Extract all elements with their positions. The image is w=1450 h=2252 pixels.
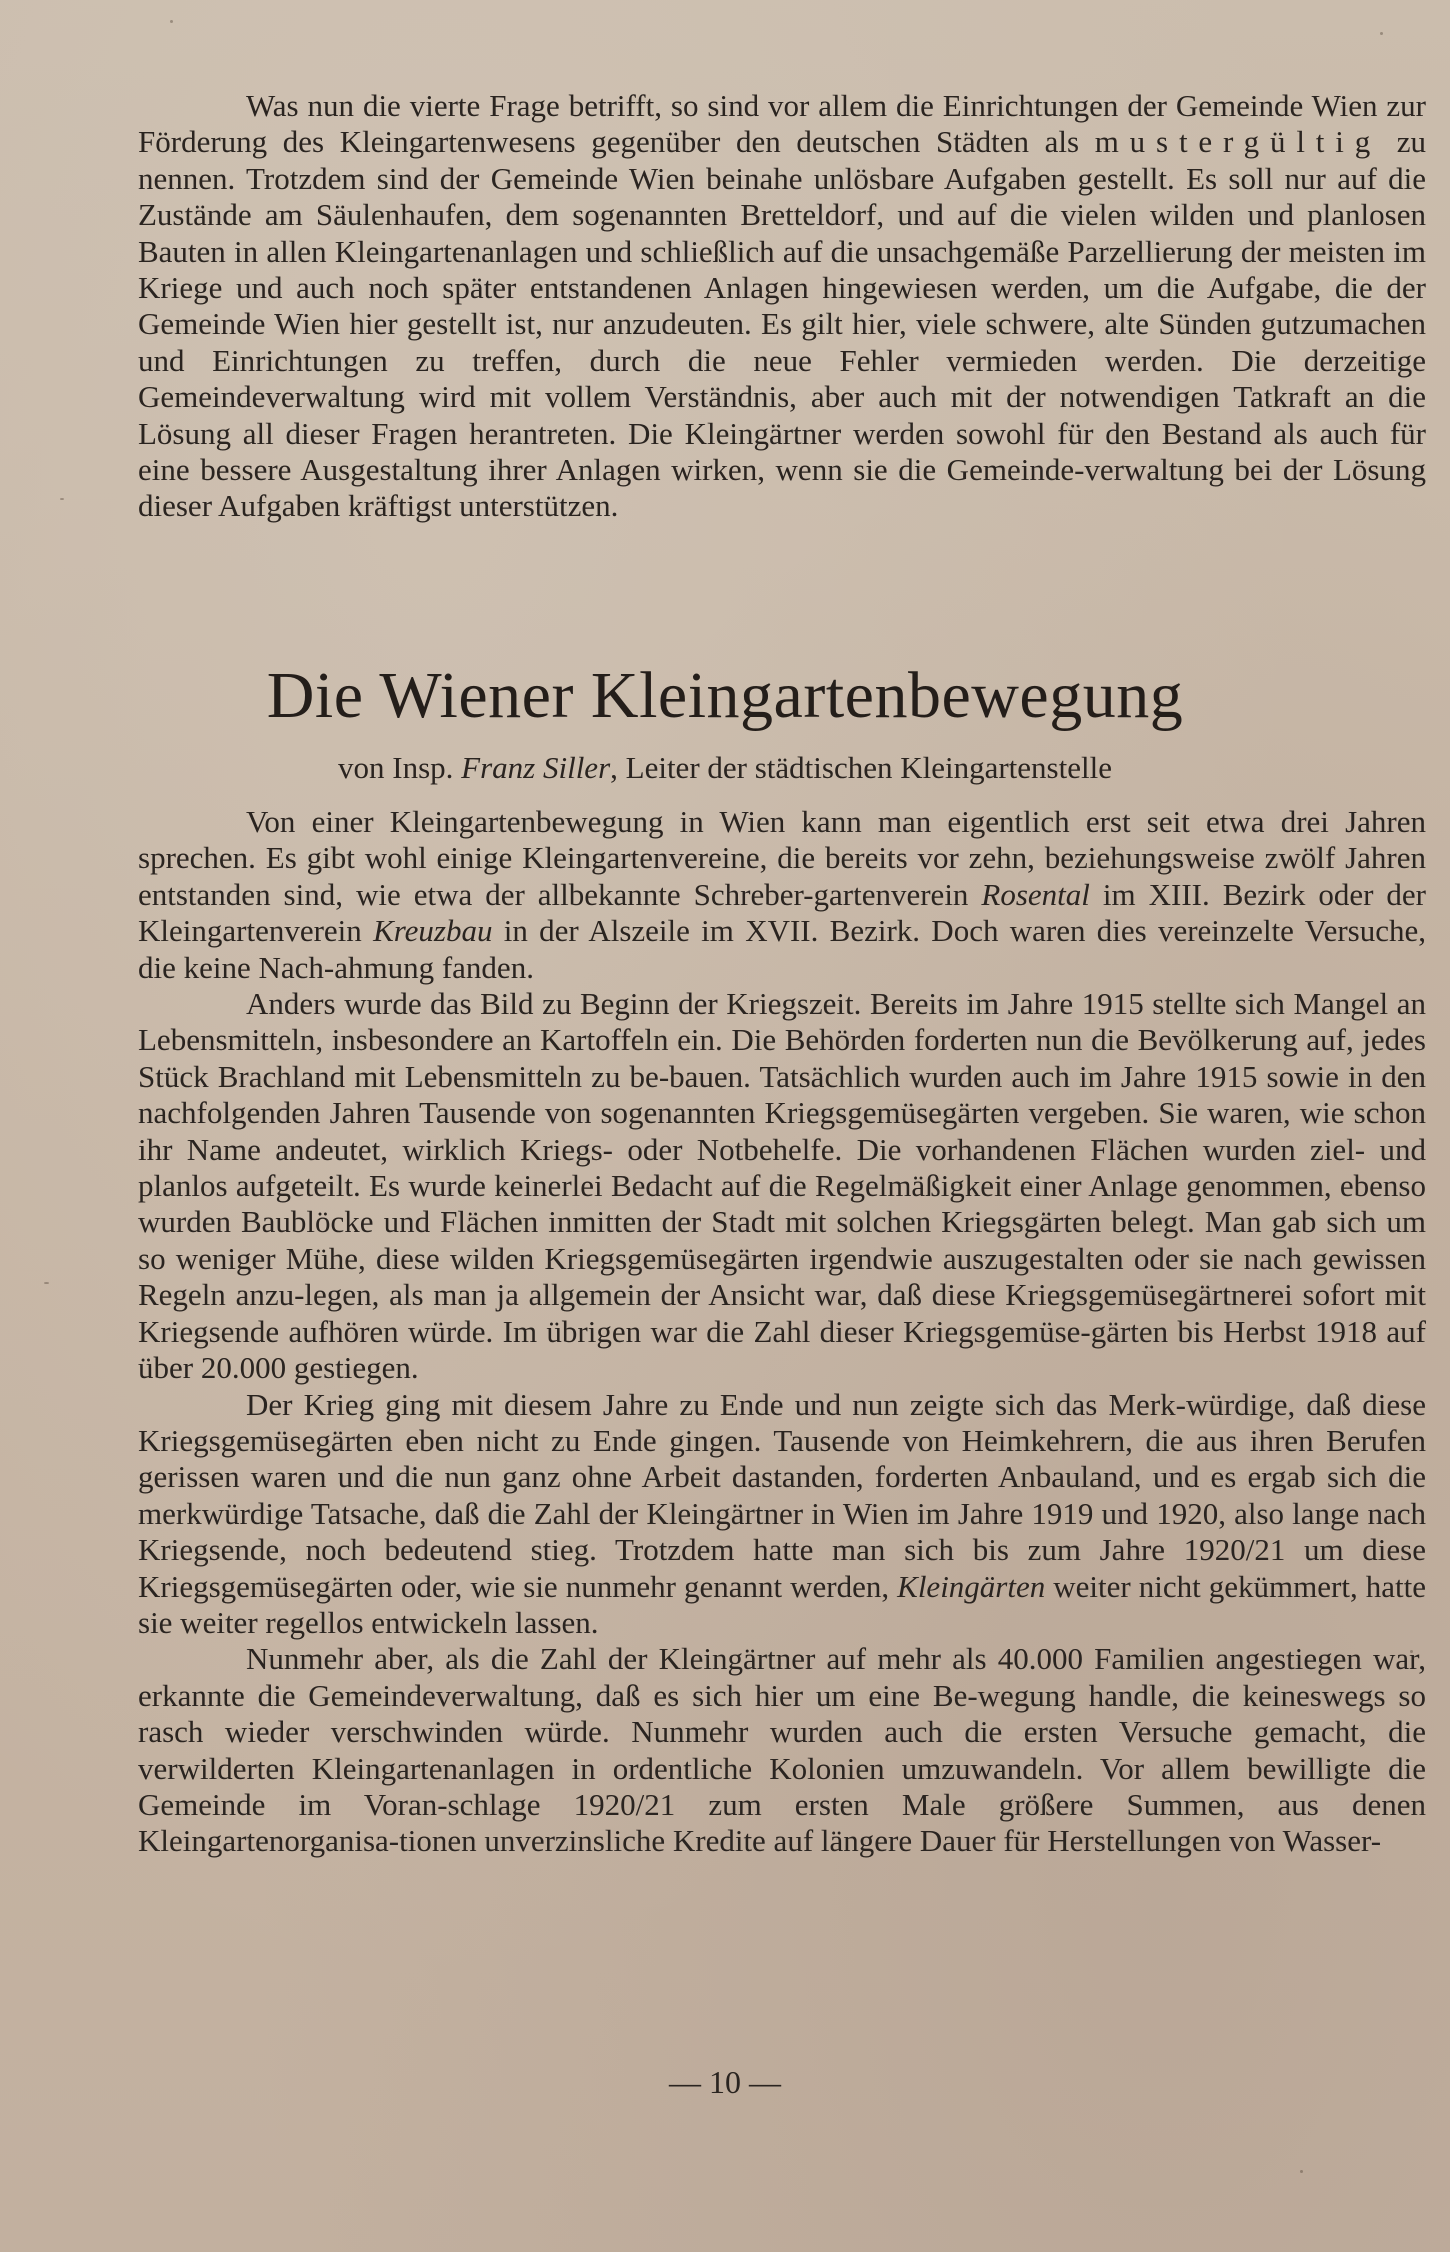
article-title: Die Wiener Kleingartenbewegung <box>266 659 1184 732</box>
article-body <box>138 804 1426 1860</box>
paragraph-3-text-1: Der Krieg ging mit diesem Jahre zu Ende und nun zeigte sich das Merk-würdige, daß diese Kriegsgemüsegärten eben nicht zu Ende gingen. Tausende von Heimkehrern, die aus ihren Berufen gerissen waren und die nun ganz ohne Arbeit dastanden, forderten Anbauland, und es ergab sich die merkwürdige Tatsache, daß die Zahl der Kleingärtner in Wien im Jahre 1919 und 1920, also lange nach Kriegsende, noch bedeutend stieg. Trotzdem hatte man sich bis zum Jahre 1920/21 um diese Kriegsgemüsegärten oder, wie sie nunmehr genannt werden, <box>138 1386 1426 1604</box>
page-number: — 10 — <box>669 2064 781 2100</box>
byline-suffix: , Leiter der städtischen Kleingartenstelle <box>610 750 1112 785</box>
byline-prefix: von Insp. <box>338 750 462 785</box>
paper-speck <box>1300 2170 1303 2173</box>
paper-speck <box>1410 1650 1413 1653</box>
paragraph-1-text-2: im XIII. Bezirk oder der Kleingartenverein <box>138 876 1426 949</box>
intro-paragraph <box>138 88 1426 525</box>
paper-speck <box>60 498 64 500</box>
paragraph-4: Nunmehr aber, als die Zahl der Kleingärtner auf mehr als 40.000 Familien angestiegen war, erkannte die Gemeindeverwaltung, daß es sich hier um eine Be-wegung handle, die keineswegs so rasch wieder verschwinden würde. Nunmehr wurden auch die ersten Versuche gemacht, die verwilderten Kleingartenanlagen in ordentliche Kolonien umzuwandeln. Vor allem bewilligte die Gemeinde im Voran-schlage 1920/21 zum ersten Male größere Summen, aus denen Kleingartenorganisa-tionen unverzinsliche Kredite auf längere Dauer für Herstellungen von Wasser- <box>138 1641 1426 1859</box>
paper-speck <box>1380 32 1383 35</box>
paragraph-1-text-3: in der Alszeile im XVII. Bezirk. Doch waren dies vereinzelte Versuche, die keine Nach-ahmung fanden. <box>138 913 1427 985</box>
intro-text-1: Was nun die vierte Frage betrifft, so sind vor allem die Einrichtungen der Gemeinde Wien zur Förderung des Kleingartenwesens gegenüber den deutschen Städten als <box>138 88 1426 160</box>
paragraph-1 <box>138 804 1426 986</box>
paragraph-1-text-1: Von einer Kleingartenbewegung in Wien kann man eigentlich erst seit etwa drei Jahren sprechen. Es gibt wohl einige Kleingartenvereine, die bereits vor zehn, beziehungsweise zwölf Jahren entstanden sind, wie etwa der allbekannte Schreber-gartenverein <box>138 804 1426 912</box>
byline-author: Franz Siller <box>461 750 611 785</box>
intro-text-2: zu nennen. Trotzdem sind der Gemeinde Wien beinahe unlösbare Aufgaben gestellt. Es soll nur auf die Zustände am Säulenhaufen, dem sogenannten Bretteldorf, und auf die vielen wilden und planlosen Bauten in allen Kleingartenanlagen und schließlich auf die unsachgemäße Parzellierung der meisten im Kriege und auch noch später entstandenen Anlagen hingewiesen werden, um die Aufgabe, die der Gemeinde Wien hier gestellt ist, nur anzudeuten. Es gilt hier, viele schwere, alte Sünden gutzumachen und Einrichtungen zu treffen, durch die neue Fehler vermieden werden. Die derzeitige Gemeindeverwaltung wird mit vollem Verständnis, aber auch mit der notwendigen Tatkraft an die Lösung all dieser Fragen herantreten. Die Kleingärtner werden sowohl für den Bestand als auch für eine bessere Ausgestaltung ihrer Anlagen wirken, wenn sie die Gemeinde-verwaltung bei der Lösung dieser Aufgaben kräftigst unterstützen. <box>138 124 1426 524</box>
term-kleingaerten: Kleingärten <box>897 1568 1046 1604</box>
intro-section <box>138 88 1426 525</box>
name-rosental: Rosental <box>981 876 1090 912</box>
paragraph-2: Anders wurde das Bild zu Beginn der Kriegszeit. Bereits im Jahre 1915 stellte sich Mangel an Lebensmitteln, insbesondere an Kartoffeln ein. Die Behörden forderten nun die Bevölkerung auf, jedes Stück Brachland mit Lebensmitteln zu be-bauen. Tatsächlich wurden auch im Jahre 1915 sowie in den nachfolgenden Jahren Tausende von sogenannten Kriegsgemüsegärten vergeben. Sie waren, wie schon ihr Name andeutet, wirklich Kriegs- oder Notbehelfe. Die vorhandenen Flächen wurden ziel- und planlos aufgeteilt. Es wurde keinerlei Bedacht auf die Regelmäßigkeit einer Anlage genommen, ebenso wurden Baublöcke und Flächen inmitten der Stadt mit solchen Kriegsgärten belegt. Man gab sich um so weniger Mühe, diese wilden Kriegsgemüsegärten irgendwie auszugestalten oder sie nach gewissen Regeln anzu-legen, als man ja allgemein der Ansicht war, daß diese Kriegsgemüsegärtnerei sofort mit Kriegsende aufhören würde. Im übrigen war die Zahl dieser Kriegsgemüse-gärten bis Herbst 1918 auf über 20.000 gestiegen. <box>138 986 1426 1386</box>
emphasis-mustergueltig: mustergültig <box>1094 124 1382 160</box>
name-kreuzbau: Kreuzbau <box>373 913 493 949</box>
article-byline <box>0 748 1450 788</box>
paragraph-3-text-2: weiter nicht gekümmert, hatte sie weiter regellos entwickeln lassen. <box>138 1568 1427 1640</box>
paper-speck <box>44 1282 49 1284</box>
paragraph-3 <box>138 1387 1426 1642</box>
paper-speck <box>170 20 173 23</box>
